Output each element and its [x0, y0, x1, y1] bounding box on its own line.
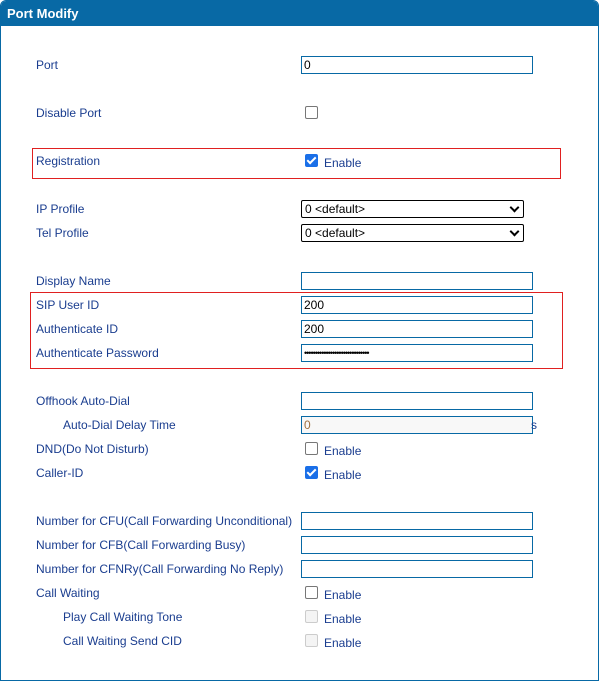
send-cid-enable-label: Enable — [324, 636, 362, 650]
cfb-input[interactable] — [301, 536, 533, 554]
cfu-input[interactable] — [301, 512, 533, 530]
caller-id-checkbox[interactable] — [305, 466, 318, 479]
ip-profile-select[interactable]: 0 <default> — [301, 200, 524, 218]
dnd-checkbox[interactable] — [305, 442, 318, 455]
disable-port-label: Disable Port — [36, 106, 102, 120]
registration-label: Registration — [36, 154, 101, 168]
cfnry-input[interactable] — [301, 560, 533, 578]
auto-dial-delay-label: Auto-Dial Delay Time — [63, 418, 176, 432]
cfb-label: Number for CFB(Call Forwarding Busy) — [36, 538, 246, 552]
authenticate-id-input[interactable]: 200 — [301, 320, 533, 338]
call-waiting-checkbox[interactable] — [305, 586, 318, 599]
display-name-label: Display Name — [36, 274, 111, 288]
send-cid-checkbox[interactable] — [305, 634, 318, 647]
cfu-label: Number for CFU(Call Forwarding Unconditional) — [36, 514, 293, 528]
caller-id-label: Caller-ID — [36, 466, 84, 480]
authenticate-id-label: Authenticate ID — [36, 322, 119, 336]
ip-profile-label: IP Profile — [36, 202, 85, 216]
display-name-input[interactable] — [301, 272, 533, 290]
port-label: Port — [36, 58, 59, 72]
dnd-label: DND(Do Not Disturb) — [36, 442, 149, 456]
caller-id-enable-label: Enable — [324, 468, 362, 482]
play-tone-label: Play Call Waiting Tone — [63, 610, 183, 624]
play-tone-checkbox[interactable] — [305, 610, 318, 623]
tel-profile-select[interactable]: 0 <default> — [301, 224, 524, 242]
delay-unit: s — [531, 418, 537, 432]
auto-dial-delay-input[interactable]: 0 — [301, 416, 533, 434]
panel-title: Port Modify — [1, 1, 598, 26]
authenticate-password-label: Authenticate Password — [36, 346, 159, 360]
send-cid-label: Call Waiting Send CID — [63, 634, 182, 648]
port-input[interactable]: 0 — [301, 56, 533, 74]
sip-user-id-label: SIP User ID — [36, 298, 100, 312]
registration-highlight — [32, 148, 561, 179]
offhook-auto-dial-input[interactable] — [301, 392, 533, 410]
disable-port-checkbox[interactable] — [305, 106, 318, 119]
sip-user-id-input[interactable]: 200 — [301, 296, 533, 314]
call-waiting-enable-label: Enable — [324, 588, 362, 602]
cfnry-label: Number for CFNRy(Call Forwarding No Reply) — [36, 562, 284, 576]
registration-enable-label: Enable — [324, 156, 362, 170]
dnd-enable-label: Enable — [324, 444, 362, 458]
authenticate-password-input[interactable]: •••••••••••••••••••••••••••••• — [301, 344, 533, 362]
registration-checkbox[interactable] — [305, 154, 318, 167]
play-tone-enable-label: Enable — [324, 612, 362, 626]
call-waiting-label: Call Waiting — [36, 586, 100, 600]
tel-profile-label: Tel Profile — [36, 226, 89, 240]
offhook-auto-dial-label: Offhook Auto-Dial — [36, 394, 130, 408]
